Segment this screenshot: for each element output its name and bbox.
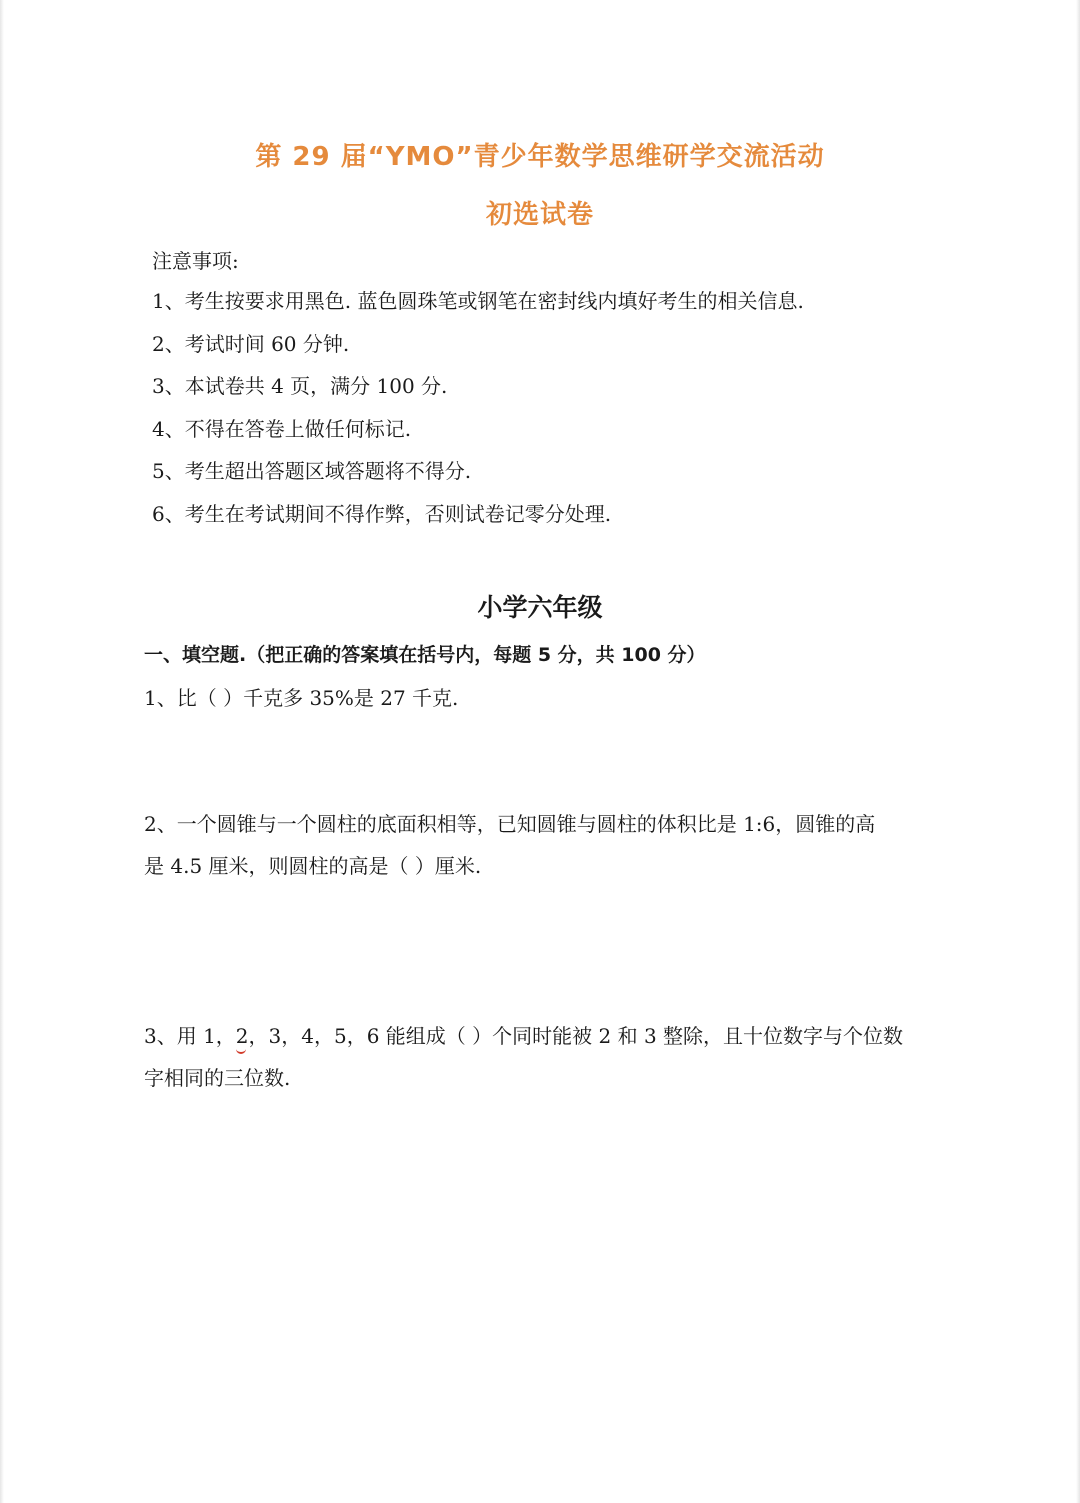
notice-item: 2、考试时间 60 分钟. <box>152 331 350 356</box>
notice-item: 3、本试卷共 4 页，满分 100 分. <box>152 374 448 398</box>
question-1 <box>144 677 944 719</box>
question-text: 是 4.5 厘米，则圆柱的高是（ ）厘米. <box>144 854 482 878</box>
question-2 <box>144 803 944 887</box>
grade-heading: 小学六年级 <box>477 593 603 622</box>
notice-list <box>152 286 804 541</box>
notice-item: 6、考生在考试期间不得作弊，否则试卷记零分处理. <box>152 501 612 526</box>
exam-subtitle: 初选试卷 <box>485 200 594 230</box>
notice-item: 5、考生超出答题区域答题将不得分. <box>152 459 472 483</box>
notice-item: 1、考生按要求用黑色. 蓝色圆珠笔或钢笔在密封线内填好考生的相关信息. <box>152 289 804 313</box>
question-3 <box>144 1015 944 1099</box>
section-heading: 一、填空题.（把正确的答案填在括号内，每题 5 分，共 100 分） <box>144 644 706 666</box>
question-text: 字相同的三位数. <box>144 1066 291 1090</box>
question-text: 3、用 1，2，3，4，5，6 能组成（ ）个同时能被 2 和 3 整除，且十位数字与个位数 <box>144 1024 904 1048</box>
notice-heading: 注意事项: <box>152 249 239 273</box>
exam-title: 第 29 届“YMO”青少年数学思维研学交流活动 <box>255 142 825 172</box>
notice-item: 4、不得在答卷上做任何标记. <box>152 416 412 441</box>
question-text: 1、比（ ）千克多 35%是 27 千克. <box>144 686 459 710</box>
question-text: 2、一个圆锥与一个圆柱的底面积相等，已知圆锥与圆柱的体积比是 1:6，圆锥的高 <box>144 812 876 836</box>
